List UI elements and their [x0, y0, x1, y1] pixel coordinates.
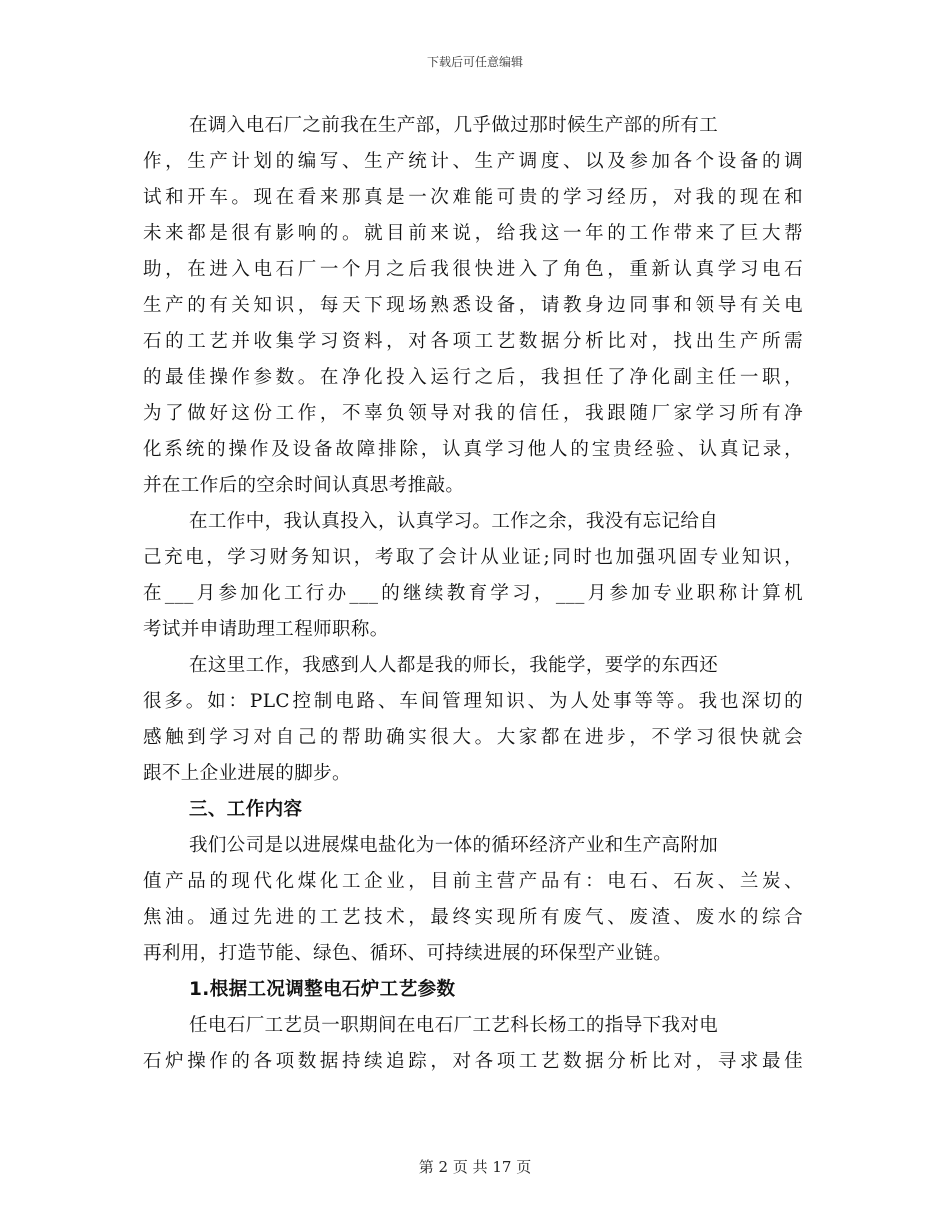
paragraph-line: 在___月参加化工行办___的继续教育学习，___月参加专业职称计算机: [143, 583, 803, 604]
paragraph-line: 值产品的现代化煤化工企业，目前主营产品有：电石、石灰、兰炭、: [143, 871, 803, 892]
paragraph-line: 作，生产计划的编写、生产统计、生产调度、以及参加各个设备的调: [143, 151, 803, 172]
paragraph-line: 的最佳操作参数。在净化投入运行之后，我担任了净化副主任一职，: [143, 367, 803, 388]
paragraph-line: 并在工作后的空余时间认真思考推敲。: [143, 475, 465, 496]
paragraph-line: 生产的有关知识，每天下现场熟悉设备，请教身边同事和领导有关电: [143, 295, 803, 316]
paragraph-line: 为了做好这份工作，不辜负领导对我的信任，我跟随厂家学习所有净: [143, 403, 803, 424]
paragraph-line: 石炉操作的各项数据持续追踪，对各项工艺数据分析比对，寻求最佳: [143, 1051, 803, 1072]
page-number-footer: 第 2 页 共 17 页: [418, 1158, 532, 1176]
paragraph-line: 试和开车。现在看来那真是一次难能可贵的学习经历，对我的现在和: [143, 187, 803, 208]
section-heading: 三、工作内容: [189, 799, 303, 820]
paragraph-line: 再利用，打造节能、绿色、循环、可持续进展的环保型产业链。: [143, 943, 673, 964]
paragraph-line: 任电石厂工艺员一职期间在电石厂工艺科长杨工的指导下我对电: [189, 1015, 719, 1036]
paragraph-line: 化系统的操作及设备故障排除，认真学习他人的宝贵经验、认真记录，: [143, 439, 803, 460]
paragraph-line: 未来都是很有影响的。就目前来说，给我这一年的工作带来了巨大帮: [143, 223, 803, 244]
paragraph-line: 助，在进入电石厂一个月之后我很快进入了角色，重新认真学习电石: [143, 259, 803, 280]
page-header: 下载后可任意编辑: [426, 55, 523, 69]
paragraph-line: 很多。如：PLC控制电路、车间管理知识、为人处事等等。我也深切的: [143, 691, 803, 712]
paragraph-line: 跟不上企业进展的脚步。: [143, 763, 351, 784]
paragraph-line: 考试并申请助理工程师职称。: [143, 619, 389, 640]
paragraph-line: 石的工艺并收集学习资料，对各项工艺数据分析比对，找出生产所需: [143, 331, 803, 352]
paragraph-line: 在工作中，我认真投入，认真学习。工作之余，我没有忘记给自: [189, 511, 719, 532]
paragraph-line: 我们公司是以进展煤电盐化为一体的循环经济产业和生产高附加: [189, 835, 719, 856]
paragraph-line: 己充电，学习财务知识，考取了会计从业证;同时也加强巩固专业知识，: [143, 547, 803, 568]
paragraph-line: 在这里工作，我感到人人都是我的师长，我能学，要学的东西还: [189, 655, 719, 676]
paragraph-line: 焦油。通过先进的工艺技术，最终实现所有废气、废渣、废水的综合: [143, 907, 803, 928]
subsection-heading: 1.根据工况调整电石炉工艺参数: [189, 979, 456, 1000]
paragraph-line: 感触到学习对自己的帮助确实很大。大家都在进步，不学习很快就会: [143, 727, 803, 748]
paragraph-line: 在调入电石厂之前我在生产部，几乎做过那时候生产部的所有工: [189, 115, 719, 136]
